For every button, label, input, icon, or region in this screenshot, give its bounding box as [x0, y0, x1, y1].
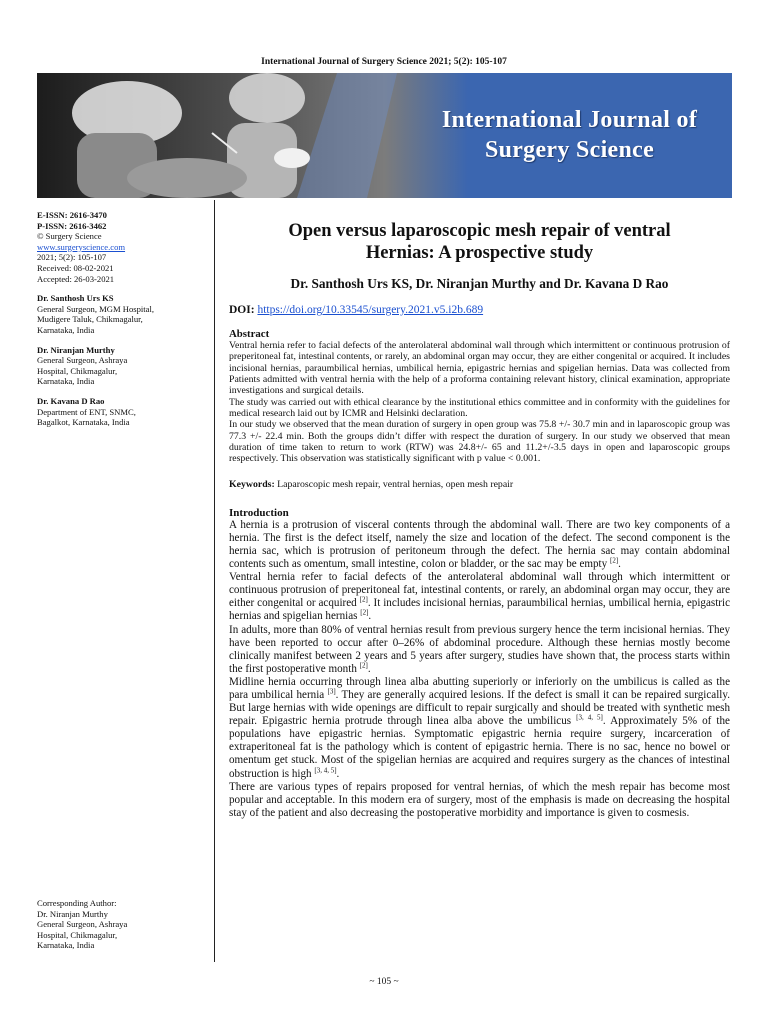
article-meta: [37, 210, 209, 284]
citation-ref: [2]: [360, 608, 369, 617]
corresponding-name: Dr. Niranjan Murthy: [37, 908, 108, 919]
citation-ref: [3, 4, 5]: [314, 765, 337, 774]
intro-paragraph: [229, 519, 730, 571]
title-line: Open versus laparoscopic mesh repair of ventral: [288, 221, 671, 241]
column-divider: [214, 200, 215, 962]
intro-paragraph: [229, 571, 730, 623]
abstract-section: [229, 328, 730, 465]
author-affiliation: [37, 293, 209, 335]
accepted-date: Accepted: 26-03-2021: [37, 273, 115, 284]
paragraph-text: There are various types of repairs proposed for ventral hernias, of which the mesh repair has become most popular and acceptable. In this modern era of surgery, most of the emphasis is made on decreasing the hospital stay of the patient and also decreasing the postoperative morbidity and importance is given to cosmesis.: [229, 780, 730, 819]
affiliation-line: General Surgeon, MGM Hospital,: [37, 303, 155, 314]
eissn: E-ISSN: 2616-3470: [37, 210, 107, 220]
intro-paragraph: [229, 676, 730, 781]
author-name: Dr. Kavana D Rao: [37, 395, 105, 406]
author-affiliation: [37, 345, 209, 387]
affiliation-line: Karnataka, India: [37, 376, 95, 387]
citation-ref: [3]: [327, 687, 336, 696]
banner-title-line2: Surgery Science: [484, 137, 655, 163]
corresponding-author: [37, 898, 209, 951]
website-link[interactable]: www.surgeryscience.com: [37, 241, 126, 252]
paragraph-text: .: [336, 767, 340, 780]
paragraph-text: . They are generally acquired lesions. If the defect is small it can be repaired surgically. But large hernias with wide openings are difficult to repair surgically and should be treated with synthetic mesh repair. Epigastric hernia protrude through linea alba above the umbilicus: [229, 689, 730, 728]
journal-banner: [37, 73, 732, 198]
paragraph-text: Midline hernia occurring through linea alba abutting superiorly or inferiorly on the umbilicus is called as the para umbilical hernia: [229, 675, 730, 701]
running-head: International Journal of Surgery Science 2021; 5(2): 105-107: [261, 57, 507, 67]
affiliation-line: Hospital, Chikmagalur,: [37, 365, 118, 376]
author-name: Dr. Niranjan Murthy: [37, 344, 115, 355]
copyright: © Surgery Science: [37, 231, 102, 242]
title-line: Hernias: A prospective study: [365, 243, 594, 263]
affiliation-line: Karnataka, India: [37, 324, 95, 335]
banner-journal-title: [407, 105, 732, 165]
doi-link[interactable]: https://doi.org/10.33545/surgery.2021.v5.i2b.689: [257, 304, 484, 316]
doi-label: DOI:: [229, 304, 255, 316]
affiliation-line: Bagalkot, Karnataka, India: [37, 417, 130, 428]
citation-ref: [3, 4, 5]: [576, 713, 603, 722]
paragraph-text: .: [368, 610, 372, 623]
paragraph-text: .: [618, 558, 621, 571]
banner-title-line1: International Journal of: [441, 107, 698, 133]
abstract-heading: Abstract: [229, 328, 270, 340]
paragraph-text: .: [367, 662, 371, 675]
received-date: Received: 08-02-2021: [37, 262, 114, 273]
affiliation-line: Karnataka, India: [37, 940, 95, 951]
affiliation-line: General Surgeon, Ashraya: [37, 919, 128, 930]
paragraph-text: . It includes incisional hernias, paraumbilical hernias, umbilical hernia, epigastric hernias and spigelian hernias: [229, 597, 730, 623]
citation: 2021; 5(2): 105-107: [37, 252, 107, 263]
affiliation-line: Mudigere Taluk, Chikmagalur,: [37, 314, 143, 325]
affiliation-line: Hospital, Chikmagalur,: [37, 929, 118, 940]
pissn: P-ISSN: 2616-3462: [37, 220, 107, 231]
abstract-paragraph: Ventral hernia refer to facial defects of the anterolateral abdominal wall through which intermittent or continuous protrusion of preperitoneal fat, intestinal contents, or rarely, an abdominal organ may occur, they are either congenital or acquired. It includes incisional hernias, paraumbilical hernias, umbilical hernia, epigastric hernias and spigelian hernias. Data was collected from Patients admitted with ventral hernia with the help of a proforma containing relevant history, clinical examination, appropriate investigations and surgical details.: [229, 340, 730, 397]
introduction-section: [229, 507, 730, 820]
citation-ref: [2]: [359, 661, 368, 670]
sidebar: [37, 210, 209, 428]
citation-ref: [2]: [359, 595, 368, 604]
paragraph-text: In adults, more than 80% of ventral hernias result from previous surgery hence the term incisional hernias. They have been reported to occur after 0–26% of abdominal procedure. Although these hernias mostly become clinically manifest between 2 years and 5 years after surgery, studies have shown that, the process starts within the first postoperative month: [229, 623, 730, 675]
corresponding-label: Corresponding Author:: [37, 898, 117, 908]
intro-paragraph: [229, 781, 730, 820]
author-affiliation: [37, 396, 209, 428]
keywords-text: Laparoscopic mesh repair, ventral hernias, open mesh repair: [277, 478, 514, 490]
affiliation-line: General Surgeon, Ashraya: [37, 355, 128, 366]
keywords-label: Keywords:: [229, 478, 275, 490]
citation-ref: [2]: [609, 556, 619, 565]
paragraph-text: Ventral hernia refer to facial defects of the anterolateral abdominal wall through which intermittent or continuous protrusion of preperitoneal fat, intestinal contents, or rarely, an abdominal organ may occur, they are either congenital or acquired: [229, 571, 730, 610]
intro-paragraph: [229, 624, 730, 676]
affiliation-line: Department of ENT, SNMC,: [37, 406, 136, 417]
abstract-paragraph: In our study we observed that the mean duration of surgery in open group was 75.8 +/- 30.7 min and in laparoscopic group was 77.3 +/- 22.4 min. Both the groups didn’t differ with respect the duration of surgery. In our study we observed that mean duration of time taken to return to work (RTW) was 24.8+/- 65 and 11.2+/-3.5 days in open and laparoscopic groups respectively. This observation was statistically significant with p value < 0.001.: [229, 419, 730, 465]
doi-line: [229, 304, 730, 316]
article-authors: Dr. Santhosh Urs KS, Dr. Niranjan Murthy and Dr. Kavana D Rao: [290, 276, 669, 291]
introduction-heading: Introduction: [229, 506, 289, 519]
paragraph-text: . Approximately 5% of the populations have epigastric hernias. Symptomatic epigastric hernia require surgery, incarceration of extraperitoneal fat is the pathology which is content of epigastric hernia. There is no sac, hence no bowel or omentum get stuck. Most of the spigelian hernias are acquired and requires surgery as the chances of intestinal obstruction is high: [229, 715, 730, 780]
paragraph-text: A hernia is a protrusion of visceral contents through the abdominal wall. There are two key components of a hernia. The first is the defect itself, namely the size and location of the defect. The second component is the hernia sac, which is protrusion of peritoneum through the defect. The hernia sac may contain abdominal contents such as omentum, small intestine, colon or bladder, or the sac may be empty: [229, 518, 730, 571]
page-number: ~ 105 ~: [369, 977, 399, 987]
author-name: Dr. Santhosh Urs KS: [37, 293, 114, 304]
abstract-paragraph: The study was carried out with ethical clearance by the institutional ethics committee and in conformity with the guidelines for medical research laid out by ICMR and Helsinki declaration.: [229, 396, 730, 420]
keywords-line: [229, 479, 730, 490]
article-title: [229, 220, 730, 264]
article-main: [229, 210, 730, 820]
